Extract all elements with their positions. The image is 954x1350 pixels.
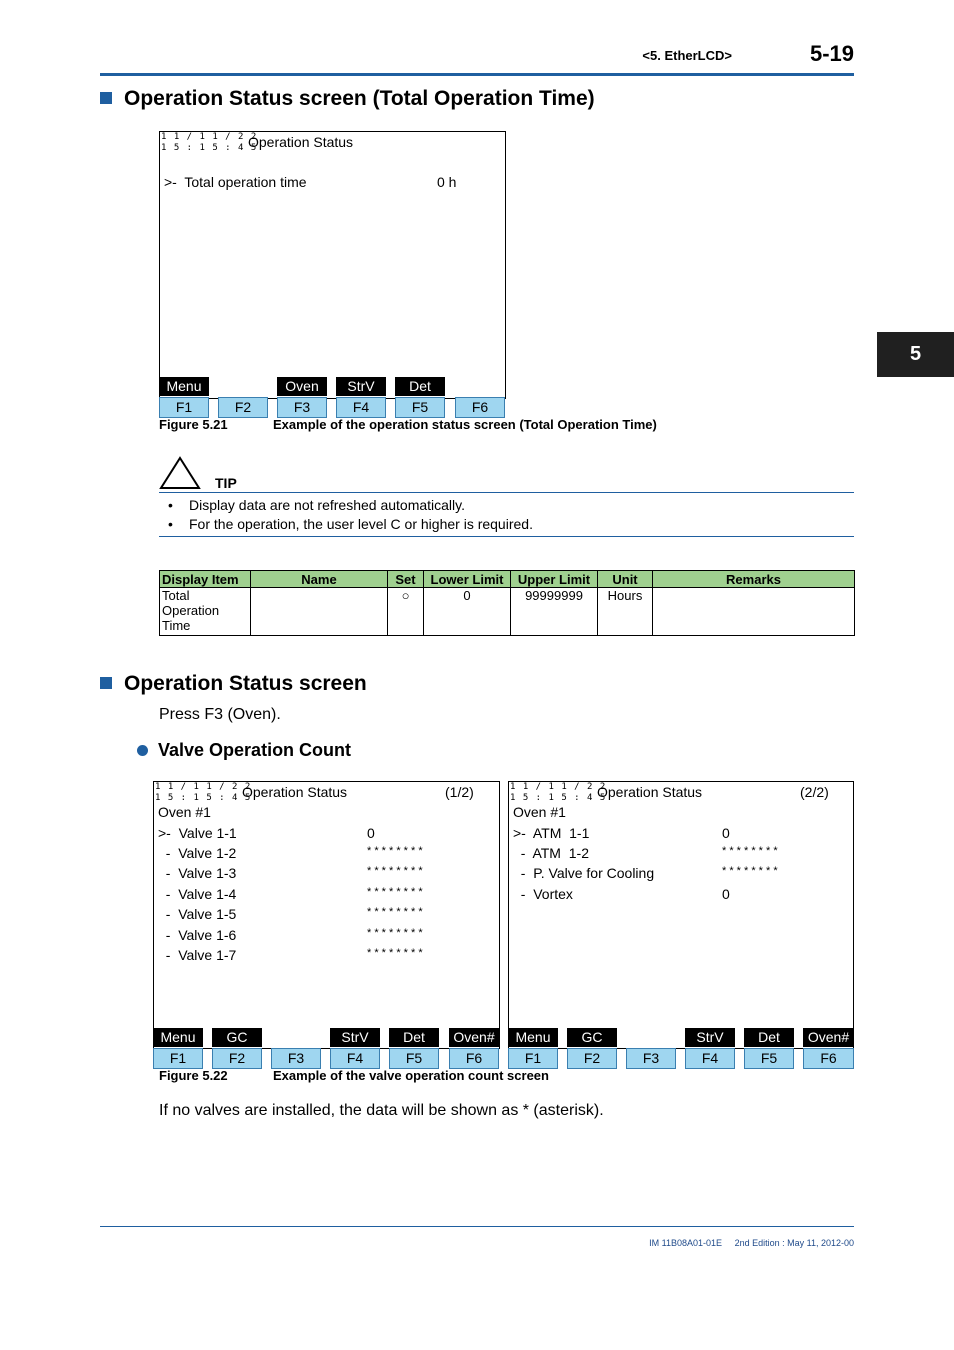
lcd-screen-valve-2 — [508, 781, 854, 1049]
fkey-f1[interactable]: F1 — [153, 1048, 203, 1069]
softkey-strv[interactable]: StrV — [685, 1028, 735, 1047]
lcd-title: Operation Status — [242, 784, 348, 800]
col-set: Set — [388, 571, 424, 588]
col-display-item: Display Item — [160, 571, 251, 588]
lcd-row-label: >- Valve 1-1 — [158, 825, 237, 841]
footer — [600, 1238, 854, 1248]
fkey-f2[interactable]: F2 — [218, 397, 268, 418]
lcd-date: 1 1 / 1 1 / 2 2 — [155, 782, 252, 792]
tip-rule-top — [159, 492, 854, 493]
lcd-row-label: - Valve 1-3 — [158, 865, 237, 881]
fkey-f1[interactable]: F1 — [159, 397, 209, 418]
softkey-oven[interactable]: Oven — [277, 377, 327, 396]
lcd-row-value: * * * * * * * * — [722, 865, 778, 877]
col-remarks: Remarks — [653, 571, 855, 588]
lcd-row-value: * * * * * * * * — [367, 947, 423, 959]
lcd-screen-total-operation — [159, 131, 506, 399]
warning-triangle-icon — [159, 456, 201, 491]
section-title-operation-status — [100, 672, 367, 696]
square-bullet-icon — [100, 677, 112, 689]
lcd-row-label: - Valve 1-7 — [158, 947, 237, 963]
figure-caption: Example of the valve operation count screen — [273, 1068, 549, 1083]
lcd-row-value: 0 — [722, 886, 730, 902]
lcd-row-label: - Valve 1-6 — [158, 927, 237, 943]
fkey-f3[interactable]: F3 — [626, 1048, 676, 1069]
lcd-row-label: - Vortex — [513, 886, 573, 902]
fkey-f3[interactable]: F3 — [277, 397, 327, 418]
chapter-side-tab: 5 — [877, 332, 954, 377]
cell-unit: Hours — [598, 588, 653, 636]
tip-item: • — [168, 497, 173, 513]
lcd-page-indicator: (2/2) — [800, 784, 829, 800]
lcd-row-value: * * * * * * * * — [722, 845, 778, 857]
col-lower-limit: Lower Limit — [424, 571, 511, 588]
asterisk-note: If no valves are installed, the data will be shown as * (asterisk). — [159, 1102, 604, 1119]
header-rule — [100, 73, 854, 76]
tip-item-text: For the operation, the user level C or higher is required. — [189, 516, 533, 532]
chapter-label: <5. EtherLCD> — [642, 48, 732, 63]
cell-name — [251, 588, 388, 636]
softkey-det[interactable]: Det — [744, 1028, 794, 1047]
fkey-f4[interactable]: F4 — [336, 397, 386, 418]
fkey-f4[interactable]: F4 — [685, 1048, 735, 1069]
softkey-menu[interactable]: Menu — [153, 1028, 203, 1047]
page-number: 5-19 — [809, 41, 854, 66]
col-upper-limit: Upper Limit — [511, 571, 598, 588]
edition-info: 2nd Edition : May 11, 2012-00 — [734, 1238, 854, 1248]
lcd-row-value: 0 — [722, 825, 730, 841]
lcd-title: Operation Status — [597, 784, 703, 800]
col-name: Name — [251, 571, 388, 588]
document-id: IM 11B08A01-01E — [649, 1238, 723, 1248]
tip-item-text: Display data are not refreshed automatically. — [189, 497, 465, 513]
cell-lower: 0 — [424, 588, 511, 636]
fkey-f6[interactable]: F6 — [455, 397, 505, 418]
footer-rule — [100, 1226, 854, 1227]
lcd-page-indicator: (1/2) — [445, 784, 474, 800]
cell-display-item: Total Operation Time — [160, 588, 251, 636]
softkey-menu[interactable]: Menu — [508, 1028, 558, 1047]
softkey-menu[interactable]: Menu — [159, 377, 209, 396]
tip-item: • — [168, 516, 173, 532]
spec-table — [159, 570, 855, 636]
softkey-gc[interactable]: GC — [567, 1028, 617, 1047]
subsection-title-text: Valve Operation Count — [158, 740, 352, 760]
fkey-f5[interactable]: F5 — [389, 1048, 439, 1069]
fkey-f6[interactable]: F6 — [803, 1048, 854, 1069]
fkey-f1[interactable]: F1 — [508, 1048, 558, 1069]
lcd-row-value: * * * * * * * * — [367, 845, 423, 857]
lcd-time: 1 5 : 1 5 : 4 5 — [510, 793, 607, 803]
table-header-row — [160, 571, 855, 588]
cell-upper: 99999999 — [511, 588, 598, 636]
subsection-title — [137, 740, 351, 761]
softkey-det[interactable]: Det — [395, 377, 445, 396]
lcd-row-value: * * * * * * * * — [367, 886, 423, 898]
lcd-row-label: - Valve 1-5 — [158, 906, 237, 922]
figure-number: Figure 5.21 — [159, 417, 228, 432]
softkey-oven-number[interactable]: Oven# — [449, 1028, 499, 1047]
fkey-f2[interactable]: F2 — [212, 1048, 262, 1069]
lcd-row-value: 0 h — [437, 174, 457, 190]
tip-label: TIP — [215, 475, 237, 491]
fkey-f6[interactable]: F6 — [449, 1048, 499, 1069]
fkey-f5[interactable]: F5 — [395, 397, 445, 418]
lcd-row-value: * * * * * * * * — [367, 906, 423, 918]
lcd-screen-valve-1 — [153, 781, 500, 1049]
col-unit: Unit — [598, 571, 653, 588]
lcd-title: Operation Status — [248, 134, 354, 150]
lcd-row-label: >- Total operation time — [164, 174, 307, 190]
section-title-total-operation-time — [100, 87, 595, 111]
softkey-strv[interactable]: StrV — [330, 1028, 380, 1047]
section-title-text: Operation Status screen (Total Operation Time) — [124, 87, 595, 110]
lcd-date: 1 1 / 1 1 / 2 2 — [510, 782, 607, 792]
softkey-strv[interactable]: StrV — [336, 377, 386, 396]
cell-remarks — [653, 588, 855, 636]
lcd-time: 1 5 : 1 5 : 4 5 — [155, 793, 252, 803]
lcd-row-value: 0 — [367, 825, 375, 841]
figure-caption: Example of the operation status screen (Total Operation Time) — [273, 417, 657, 432]
softkey-oven-number[interactable]: Oven# — [803, 1028, 854, 1047]
figure-number: Figure 5.22 — [159, 1068, 228, 1083]
lcd-row-label: - P. Valve for Cooling — [513, 865, 655, 881]
fkey-f2[interactable]: F2 — [567, 1048, 617, 1069]
lcd-row-label: >- ATM 1-1 — [513, 825, 590, 841]
lcd-time: 1 5 : 1 5 : 4 5 — [161, 143, 258, 153]
lcd-row-label: - Valve 1-2 — [158, 845, 237, 861]
fkey-f4[interactable]: F4 — [330, 1048, 380, 1069]
softkey-gc[interactable]: GC — [212, 1028, 262, 1047]
circle-bullet-icon — [137, 745, 148, 756]
lcd-oven: Oven #1 — [158, 804, 211, 820]
cell-set: ○ — [388, 588, 424, 636]
lcd-oven: Oven #1 — [513, 804, 566, 820]
instruction-text: Press F3 (Oven). — [159, 706, 281, 723]
lcd-row-value: * * * * * * * * — [367, 865, 423, 877]
lcd-row-label: - Valve 1-4 — [158, 886, 237, 902]
table-row — [160, 588, 855, 636]
lcd-date: 1 1 / 1 1 / 2 2 — [161, 132, 258, 142]
softkey-det[interactable]: Det — [389, 1028, 439, 1047]
section-title-text: Operation Status screen — [124, 672, 367, 695]
square-bullet-icon — [100, 92, 112, 104]
tip-rule-bottom — [159, 536, 854, 537]
lcd-row-label: - ATM 1-2 — [513, 845, 589, 861]
fkey-f3[interactable]: F3 — [271, 1048, 321, 1069]
lcd-row-value: * * * * * * * * — [367, 927, 423, 939]
fkey-f5[interactable]: F5 — [744, 1048, 794, 1069]
